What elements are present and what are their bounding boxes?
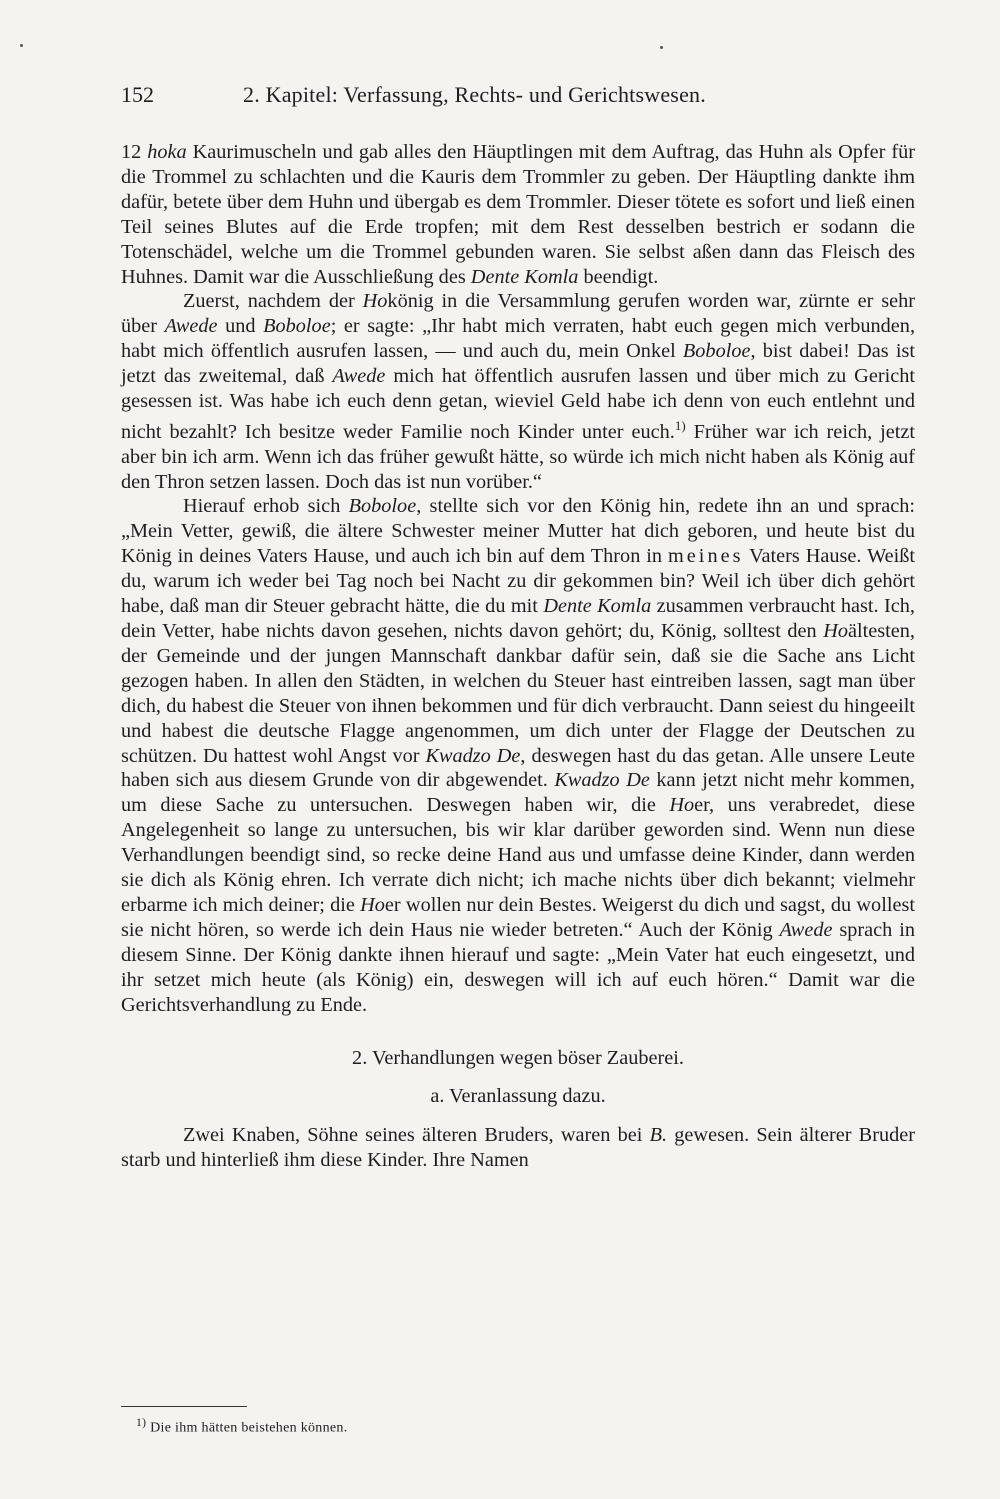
body-text xyxy=(121,140,915,1017)
text-segment: er wollen nur dein Bestes. Weigerst du dich und sagst, du wollest sie nicht hören, so werde ich dein Haus nie wieder betreten.“ Auch der König xyxy=(121,893,915,941)
text-segment: meines xyxy=(668,545,744,568)
book-page xyxy=(121,80,915,1173)
text-segment: und xyxy=(217,315,264,338)
page-number: 152 xyxy=(121,82,154,107)
italic-segment: Boboloe xyxy=(263,315,331,338)
text-segment: 12 xyxy=(121,141,148,163)
italic-segment: Awede xyxy=(779,918,833,941)
paragraph xyxy=(121,494,915,1017)
text-segment: , bist dabei! Das ist jetzt das zweitemal, daß xyxy=(121,340,915,388)
text-segment: mich hat öffentlich ausrufen lassen und über mich zu Gericht gesessen ist. Was habe ich euch denn getan, wieviel Geld habe ich denn von euch entlehnt und nicht bezahlt? Ich besitze weder Familie noch Kinder unter euch. xyxy=(121,365,915,443)
text-segment: sprach in diesem Sinne. Der König dankte ihnen hierauf und sagte: „Mein Vater hat euch eingesetzt, und ihr setzet mich heute (als König) ein, deswegen will ich auf euch hören.“ Damit war die Gerichtsverhandlung zu Ende. xyxy=(121,918,915,1016)
print-speck xyxy=(20,44,23,47)
text-segment: Zuerst, nachdem der xyxy=(183,290,363,313)
page-header xyxy=(121,80,915,110)
section-title: 2. Verhandlungen wegen böser Zauberei. xyxy=(352,1047,684,1070)
italic-segment: B. xyxy=(649,1124,668,1147)
text-segment: Vaters Hause. Weißt du, warum ich weder bei Tag noch bei Nacht zu dir gekommen bin? Weil ich über dich gehört habe, daß man dir Steuer gebracht hätte, die du mit xyxy=(121,545,915,618)
final-paragraph xyxy=(121,1123,915,1173)
text-segment: beendigt. xyxy=(578,265,659,288)
italic-segment: Boboloe xyxy=(682,340,751,363)
print-speck xyxy=(660,46,663,49)
italic-segment: Dente Komla xyxy=(543,595,652,618)
text-segment: , deswegen hast du das getan. Alle unsere Leute haben sich aus diesem Grunde von dir abgewendet. xyxy=(121,744,915,792)
italic-segment: Boboloe xyxy=(348,495,417,518)
italic-segment: Ho xyxy=(362,290,388,313)
italic-segment: Ho xyxy=(669,794,695,817)
italic-segment: Dente Komla xyxy=(470,265,579,288)
footnote-marker: 1) xyxy=(136,1416,147,1429)
italic-segment: Ho xyxy=(823,619,848,642)
footnote-ref: 1) xyxy=(674,417,686,433)
footnote-text: Die ihm hätten beistehen können. xyxy=(150,1420,348,1436)
running-title: 2. Kapitel: Verfassung, Rechts- und Gerichtswesen. xyxy=(243,82,706,107)
text-segment: , stellte sich vor den König hin, redete ihn an und sprach: „Mein Vetter, gewiß, die ältere Schwester meiner Mutter hat dich geboren, und heute bist du König in deines Vaters Hause, und auch ich bin auf dem Thron in xyxy=(121,495,915,568)
text-segment: Hierauf erhob sich xyxy=(183,495,349,518)
italic-segment: Awede xyxy=(164,315,218,338)
footnote xyxy=(136,1414,348,1438)
text-segment: kann jetzt nicht mehr kommen, um diese Sache zu untersuchen. Deswegen haben wir, die xyxy=(121,769,915,817)
paragraph xyxy=(121,289,915,494)
italic-segment: Ho xyxy=(360,893,385,916)
text-segment: Zwei Knaben, Söhne seines älteren Bruders, waren bei xyxy=(183,1124,650,1147)
subsection-title: a. Veranlassung dazu. xyxy=(430,1085,606,1108)
paragraph xyxy=(121,140,915,289)
italic-segment: Kwadzo De xyxy=(554,769,650,792)
italic-segment: hoka xyxy=(147,141,187,163)
text-segment: Kaurimuscheln und gab alles den Häuptlingen mit dem Auftrag, das Huhn als Opfer für die Trommel zu schlachten und die Kauris dem Trommler zu geben. Der Häuptling dankte ihm dafür, betete über dem Huhn und übergab es dem Trommler. Dieser tötete es sofort und ließ einen Teil seines Blutes auf die Erde tropfen; mit dem Rest desselben bestrich er sodann die Totenschädel, welche um die Trommel gebunden waren. Sie selbst aßen dann das Fleisch des Huhnes. Damit war die Ausschließung des xyxy=(121,141,915,288)
text-segment: ; er sagte: „Ihr habt mich verraten, habt euch gegen mich verbunden, habt mich öffentlich ausrufen lassen, — und auch du, mein Onkel xyxy=(121,315,916,363)
text-segment: gewesen. Sein älterer Bruder starb und hinterließ ihm diese Kinder. Ihre Namen xyxy=(121,1124,915,1172)
italic-segment: Kwadzo De xyxy=(425,744,521,767)
text-segment: könig in die Versammlung gerufen worden war, zürnte er sehr über xyxy=(121,290,915,338)
footnote-rule xyxy=(121,1406,247,1407)
text-segment: ältesten, der Gemeinde und der jungen Mannschaft dankbar dafür sein, daß sie die Sache ans Licht gezogen haben. In allen den Städten, in welchen du Steuer hast eintreiben lassen, sagt man über dich, du habest die Steuer von ihnen bekommen und für dich verbraucht. Dann seiest du hingeeilt und habest die deutsche Flagge angenommen, um dich unter der Flagge der Deutschen zu schützen. Du hattest wohl Angst vor xyxy=(121,619,915,767)
text-segment: Früher war ich reich, jetzt aber bin ich arm. Wenn ich das früher gewußt hätte, so würde ich mich nicht haben als König auf den Thron setzen lassen. Doch das ist nun vorüber.“ xyxy=(121,420,915,493)
paragraph xyxy=(121,1123,915,1173)
text-segment: er, uns verabredet, diese Angelegenheit so lange zu untersuchen, bis wir klar darüber geworden sind. Wenn nun diese Verhandlungen beendigt sind, so recke deine Hand aus und umfasse deine Kinder, dann werden sie dich als König ehren. Ich verrate dich nicht; ich mache nichts über dich bekannt; vielmehr erbarme ich mich deiner; die xyxy=(121,794,915,916)
text-segment: zusammen verbraucht hast. Ich, dein Vetter, habe nichts davon gesehen, nichts davon gehört; du, König, solltest den xyxy=(121,595,915,642)
italic-segment: Awede xyxy=(332,365,386,388)
